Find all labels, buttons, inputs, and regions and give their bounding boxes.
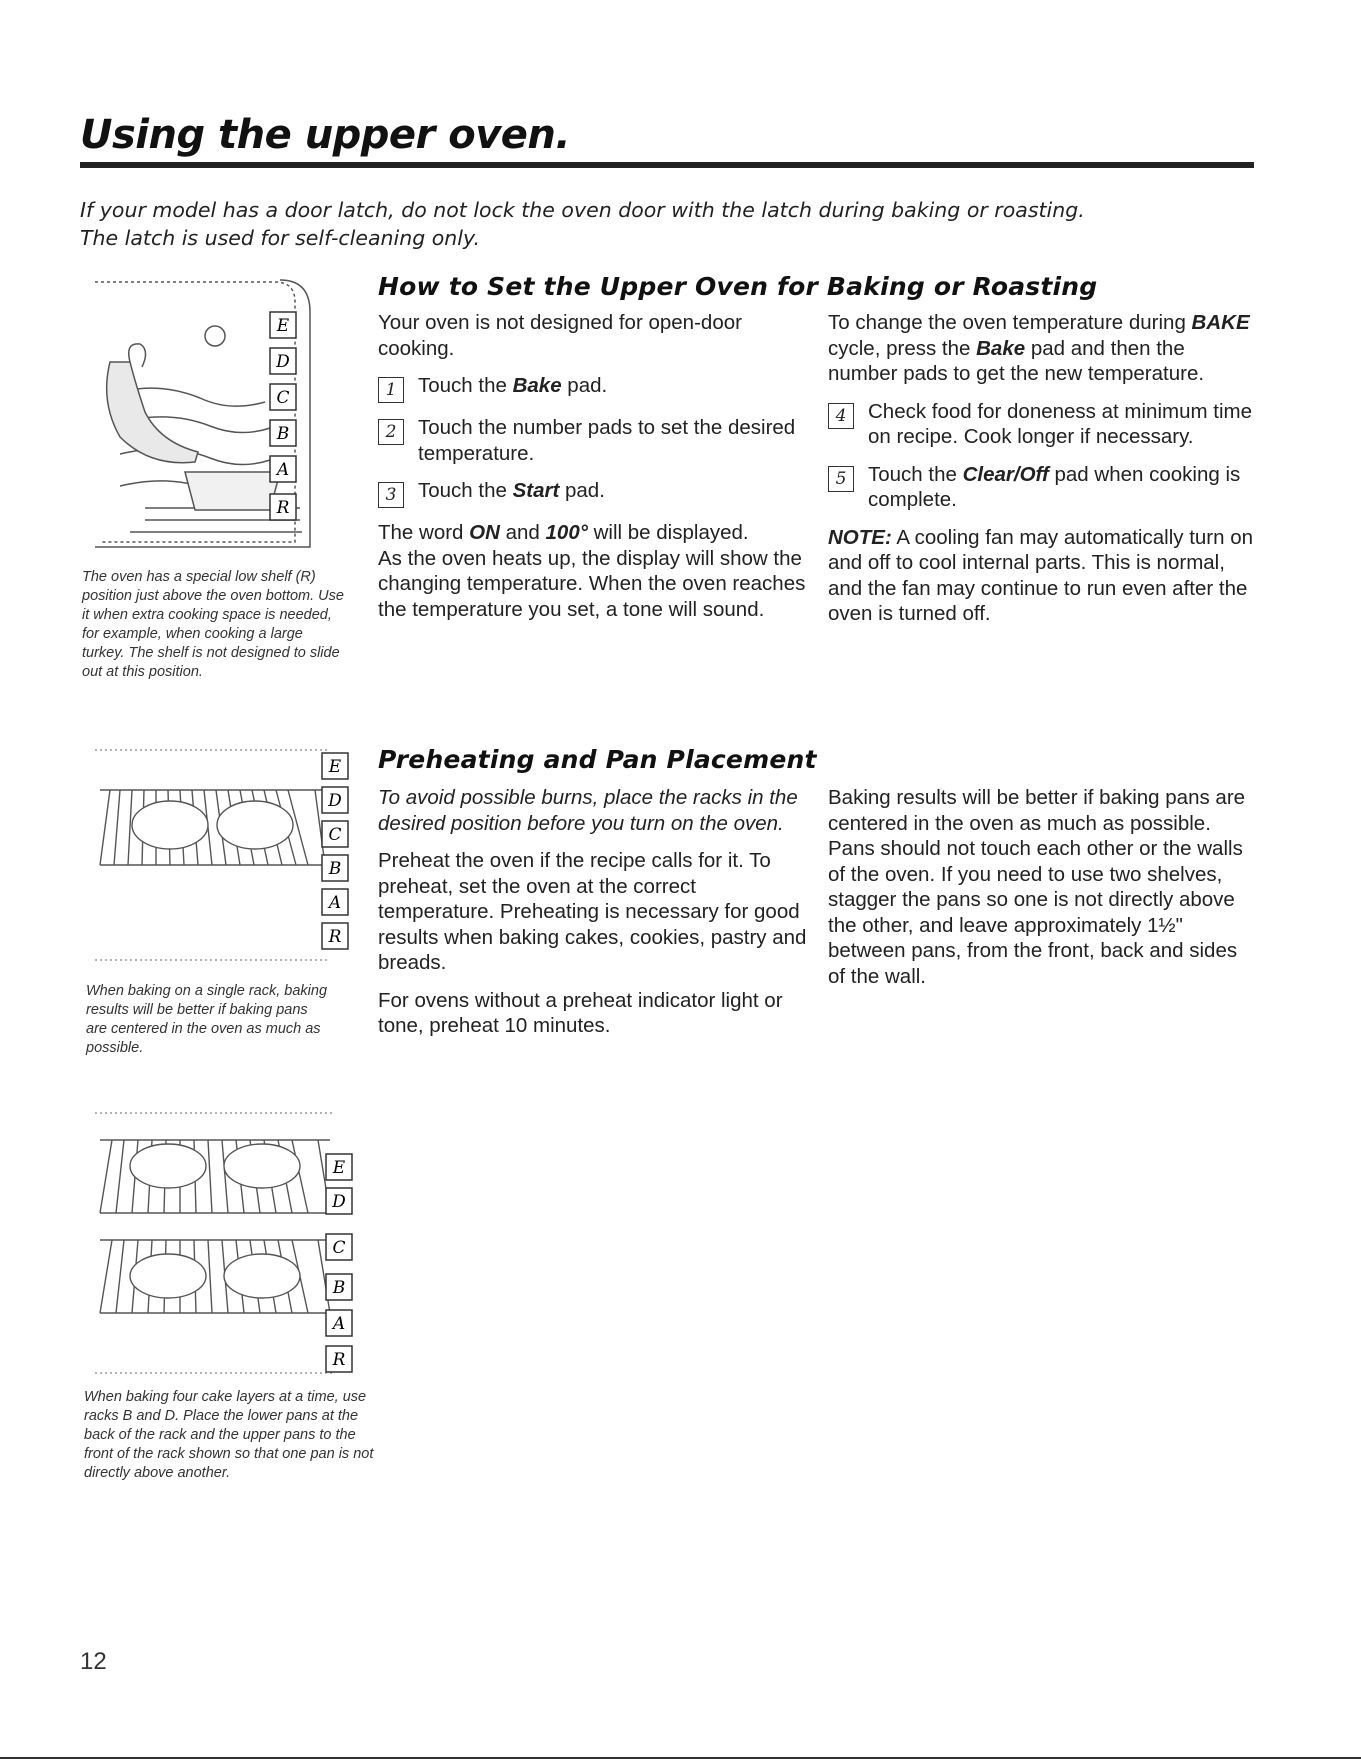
rack-letter-c: C (276, 388, 290, 408)
step-1-number: 1 (378, 377, 404, 403)
burn-warning: To avoid possible burns, place the racks in the desired position before you turn on the oven. (378, 786, 798, 835)
cooling-fan-note: NOTE: A cooling fan may automatically turn on and off to cool internal parts. This is normal, and the fan may continue to run even after the oven is turned off. (828, 525, 1254, 625)
rack3-letter-b: B (332, 1278, 346, 1298)
rack3-letter-c: C (332, 1238, 346, 1258)
section1-heading: How to Set the Upper Oven for Baking or Roasting (378, 272, 1098, 301)
figure-two-racks (90, 1108, 360, 1383)
figure-oven-turkey (90, 272, 340, 562)
step-4-text: Check food for doneness at minimum time on recipe. Cook longer if necessary. (868, 399, 1252, 448)
preheat-instructions: Preheat the oven if the recipe calls for it. To preheat, set the oven at the correct temperature. Preheating is necessary for good results when baking cakes, cookies, pastry and breads. (378, 849, 807, 974)
change-temperature-note: To change the oven temperature during BAKE cycle, press the Bake pad and then the number pads to get the new temperature. (828, 311, 1250, 385)
step-5 (828, 462, 1258, 513)
rack-letter-r: R (276, 498, 290, 518)
rack3-letter-a: A (332, 1314, 346, 1334)
step-5-text: Touch the Clear/Off pad when cooking is complete. (868, 462, 1241, 511)
step-3-number: 3 (378, 482, 404, 508)
rack2-letter-a: A (328, 893, 342, 913)
rack2-letter-d: D (328, 791, 342, 811)
title-rule (80, 162, 1254, 168)
pan-placement-note: Baking results will be better if baking pans are centered in the oven as much as possible. Pans should not touch each other or the walls of the oven. If you need to use two shelves, stagger the pans so one is not directly above the other, and leave approximately 1½" between pans, from the front, back and sides of the wall. (828, 786, 1246, 988)
step-1 (378, 373, 808, 403)
section1-right-column (828, 310, 1258, 639)
page-bottom-edge (0, 1757, 1361, 1759)
figure-single-rack (90, 745, 355, 970)
open-door-note: Your oven is not designed for open-door cooking. (378, 311, 742, 360)
rack-letter-d: D (276, 352, 290, 372)
rack-letter-a: A (276, 460, 290, 480)
caption-single-rack: When baking on a single rack, baking results will be better if baking pans are centered in the oven as much as possible. (86, 983, 328, 1056)
rack3-letter-d: D (332, 1192, 346, 1212)
step-3 (378, 478, 808, 508)
step-2-text: Touch the number pads to set the desired temperature. (418, 416, 796, 465)
preheat-time-note: For ovens without a preheat indicator light or tone, preheat 10 minutes. (378, 988, 783, 1037)
section2-left-column (378, 785, 808, 1051)
step-5-number: 5 (828, 466, 854, 492)
rack3-letter-e: E (332, 1158, 346, 1178)
section2-heading: Preheating and Pan Placement (378, 745, 817, 774)
heating-note: As the oven heats up, the display will show the changing temperature. When the oven reaches the temperature you set, a tone will sound. (378, 546, 806, 621)
rack2-letter-b: B (328, 859, 342, 879)
rack2-letter-c: C (328, 825, 342, 845)
display-note: The word ON and 100° will be displayed. (378, 521, 749, 544)
step-3-text: Touch the Start pad. (418, 479, 605, 502)
section1-left-column (378, 310, 808, 634)
section2-right-column (828, 785, 1258, 1001)
intro-line-1: If your model has a door latch, do not lock the oven door with the latch during baking or roasting. (80, 198, 1085, 222)
rack2-letter-e: E (328, 757, 342, 777)
page-number: 12 (80, 1648, 107, 1675)
page-title: Using the upper oven. (80, 112, 571, 158)
step-4 (828, 399, 1258, 450)
rack2-letter-r: R (328, 927, 342, 947)
rack-letter-b: B (276, 424, 290, 444)
step-2 (378, 415, 808, 466)
step-4-number: 4 (828, 403, 854, 429)
step-2-number: 2 (378, 419, 404, 445)
caption-two-racks: When baking four cake layers at a time, use racks B and D. Place the lower pans at the back of the rack and the upper pans to the front of the rack shown so that one pan is not directly above another. (84, 1389, 374, 1481)
caption-turkey: The oven has a special low shelf (R) position just above the oven bottom. Use it when extra cooking space is needed, for example, when cooking a large turkey. The shelf is not designed to slide out at this position. (82, 569, 344, 680)
step-1-text: Touch the Bake pad. (418, 374, 608, 397)
rack-letter-e: E (276, 316, 290, 336)
intro-line-2: The latch is used for self-cleaning only. (80, 226, 481, 250)
intro-warning (80, 196, 1180, 252)
rack3-letter-r: R (332, 1350, 346, 1370)
